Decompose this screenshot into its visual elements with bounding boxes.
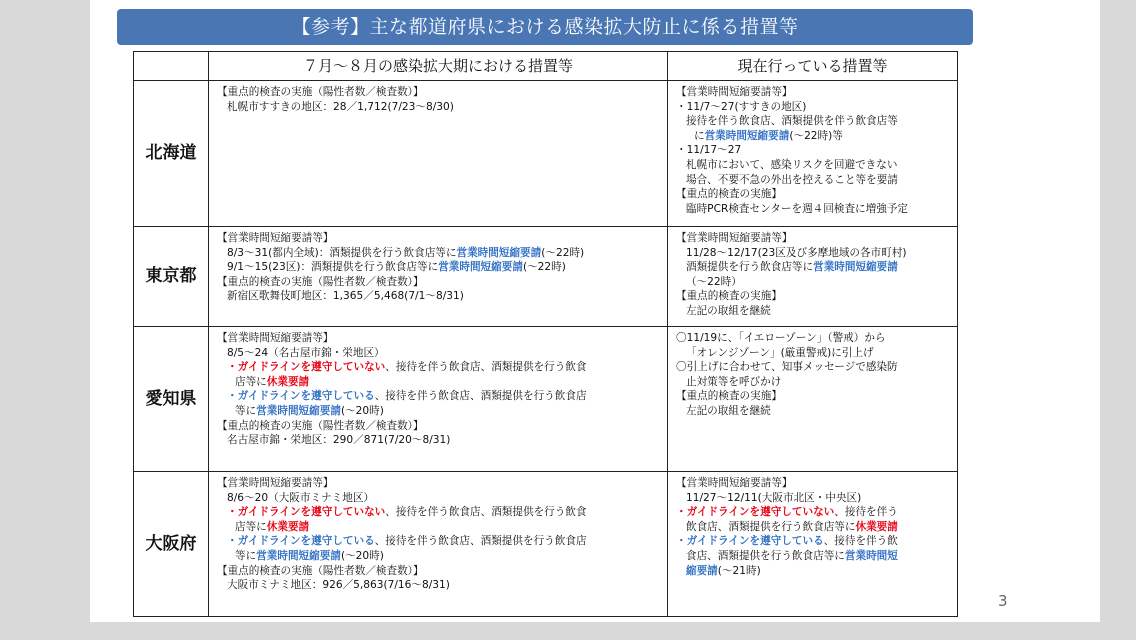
text-line: 臨時PCR検査センターを週４回検査に増強予定 — [686, 202, 909, 215]
text-line — [217, 549, 661, 564]
text-fragment: 、接待を伴う飲食店、酒類提供を行う飲食 — [385, 361, 587, 374]
text-fragment: (～22時)等 — [789, 129, 843, 142]
row-osaka — [134, 472, 958, 617]
highlight-guideline-compliance: ガイドラインを遵守している — [237, 390, 375, 403]
highlight-closure-request: 休業要請 — [266, 520, 310, 533]
text-line — [676, 260, 951, 275]
bullet-mark: ・ — [227, 390, 238, 403]
prefecture-name: 北海道 — [134, 81, 209, 227]
text-fragment: 8/3～31(都内全域)：酒類提供を行う飲食店等に — [227, 246, 457, 259]
past-measures-cell — [209, 81, 668, 227]
text-line: 札幌市において、感染リスクを回避できない — [686, 158, 898, 171]
text-line: 【営業時間短縮要請等】 — [676, 86, 793, 98]
measures-table — [133, 51, 958, 617]
header-current-measures: 現在行っている措置等 — [668, 52, 958, 81]
text-fragment: 食店、酒類提供を行う飲食店等に — [686, 549, 845, 562]
highlight-closure-request: 休業要請 — [266, 375, 310, 388]
text-fragment: 、接待を伴う飲食店、酒類提供を行う飲食店 — [374, 390, 587, 403]
current-measures-cell — [668, 327, 958, 472]
highlight-guideline-violation: ガイドラインを遵守していない — [686, 506, 835, 519]
text-line — [217, 404, 661, 419]
text-fragment: (～21時) — [717, 564, 761, 577]
text-fragment: 9/1～15(23区)：酒類提供を行う飲食店等に — [227, 261, 439, 274]
highlight-shorten-hours: 営業時間短縮要請 — [813, 261, 898, 274]
text-line: 【営業時間短縮要請等】 — [217, 477, 334, 489]
text-line — [217, 505, 661, 520]
text-line: 【重点的検査の実施】 — [676, 188, 782, 201]
header-prefecture — [134, 52, 209, 81]
text-fragment: (～22時) — [541, 246, 585, 259]
highlight-shorten-hours: 営業時間短縮要請 — [704, 129, 790, 142]
text-line: （～22時） — [686, 275, 742, 288]
text-line — [217, 534, 661, 549]
current-measures-cell — [668, 227, 958, 327]
text-line: 名古屋市錦・栄地区：290／871(7/20～8/31) — [227, 434, 451, 447]
text-fragment: 酒類提供を行う飲食店等に — [686, 261, 814, 274]
text-line — [676, 564, 951, 579]
row-tokyo — [134, 227, 958, 327]
highlight-shorten-hours: 営業時間短縮要請 — [256, 404, 341, 417]
page-number: 3 — [998, 592, 1008, 610]
text-fragment: 飲食店、酒類提供を行う飲食店等に — [686, 520, 856, 533]
bullet-mark: ・ — [676, 506, 687, 519]
highlight-shorten-hours: 縮要請 — [686, 564, 718, 577]
text-line: 【重点的検査の実施（陽性者数／検査数）】 — [217, 275, 424, 288]
text-line: 8/5～24（名古屋市錦・栄地区） — [227, 346, 385, 359]
text-line: 【重点的検査の実施】 — [676, 290, 782, 303]
text-line — [217, 520, 661, 535]
text-fragment: 店等に — [235, 375, 267, 388]
text-line: 【重点的検査の実施】 — [676, 390, 782, 403]
text-line: 【営業時間短縮要請等】 — [217, 232, 334, 244]
bullet-mark: ・ — [227, 506, 238, 519]
text-fragment: (～20時) — [340, 404, 384, 417]
highlight-guideline-violation: ガイドラインを遵守していない — [237, 506, 386, 519]
text-line: 「オレンジゾーン」(厳重警戒)に引上げ — [686, 346, 874, 359]
text-line — [676, 129, 951, 144]
highlight-guideline-violation: ガイドラインを遵守していない — [237, 361, 386, 374]
text-line: 左記の取組を継続 — [686, 404, 771, 417]
text-line: 大阪市ミナミ地区：926／5,863(7/16～8/31) — [227, 579, 450, 592]
prefecture-name: 東京都 — [134, 227, 209, 327]
header-past-measures: ７月～８月の感染拡大期における措置等 — [209, 52, 668, 81]
text-fragment: 、接待を伴う飲 — [823, 535, 898, 548]
text-line — [217, 375, 661, 390]
row-aichi — [134, 327, 958, 472]
highlight-guideline-compliance: ガイドラインを遵守している — [237, 535, 375, 548]
text-line: ・11/7～27(すすきの地区) — [676, 100, 807, 113]
text-fragment: 等に — [235, 404, 257, 417]
text-line: 8/6～20（大阪市ミナミ地区） — [227, 491, 375, 504]
text-line: 【重点的検査の実施（陽性者数／検査数）】 — [217, 564, 424, 577]
bullet-mark: ・ — [227, 361, 238, 374]
header-row — [134, 52, 958, 81]
text-line — [676, 505, 951, 520]
text-line: 〇引上げに合わせて、知事メッセージで感染防 — [676, 361, 898, 374]
prefecture-name: 大阪府 — [134, 472, 209, 617]
text-line: 〇11/19に、「イエローゾーン」（警戒）から — [676, 332, 886, 344]
row-hokkaido — [134, 81, 958, 227]
past-measures-cell — [209, 472, 668, 617]
text-fragment: 、接待を伴う飲食店、酒類提供を行う飲食 — [385, 506, 587, 519]
text-line: 左記の取組を継続 — [686, 304, 771, 317]
text-fragment: (～22時) — [522, 261, 566, 274]
text-line — [217, 389, 661, 404]
text-line: 新宿区歌舞伎町地区：1,365／5,468(7/1～8/31) — [227, 290, 464, 303]
text-fragment: 等に — [235, 549, 257, 562]
current-measures-cell — [668, 81, 958, 227]
text-line: 止対策等を呼びかけ — [686, 375, 782, 388]
text-fragment: 、接待を伴う — [834, 506, 898, 519]
text-line — [217, 360, 661, 375]
text-fragment: に — [694, 129, 705, 142]
text-line — [676, 549, 951, 564]
highlight-guideline-compliance: ガイドラインを遵守している — [686, 535, 824, 548]
text-line: 【営業時間短縮要請等】 — [676, 232, 793, 244]
text-line — [217, 246, 661, 261]
text-line — [217, 260, 661, 275]
text-line: 札幌市すすきの地区：28／1,712(7/23～8/30) — [227, 100, 454, 113]
text-line: 11/27～12/11(大阪市北区・中央区) — [686, 491, 862, 504]
text-line: ・11/17～27 — [676, 144, 742, 157]
highlight-shorten-hours: 営業時間短縮要請 — [456, 246, 542, 259]
text-line: 【重点的検査の実施（陽性者数／検査数）】 — [217, 419, 424, 432]
text-fragment: (～20時) — [340, 549, 384, 562]
highlight-shorten-hours: 営業時間短縮要請 — [438, 261, 523, 274]
highlight-shorten-hours: 営業時間短縮要請 — [256, 549, 341, 562]
highlight-closure-request: 休業要請 — [855, 520, 898, 533]
text-fragment: 、接待を伴う飲食店、酒類提供を行う飲食店 — [374, 535, 587, 548]
text-line: 【重点的検査の実施（陽性者数／検査数）】 — [217, 86, 424, 98]
text-line: 【営業時間短縮要請等】 — [217, 332, 334, 344]
highlight-shorten-hours: 営業時間短 — [844, 549, 898, 562]
bullet-mark: ・ — [227, 535, 238, 548]
past-measures-cell — [209, 327, 668, 472]
prefecture-name: 愛知県 — [134, 327, 209, 472]
text-line — [676, 534, 951, 549]
text-line: 【営業時間短縮要請等】 — [676, 477, 793, 489]
bullet-mark: ・ — [676, 535, 687, 548]
text-line: 場合、不要不急の外出を控えること等を要請 — [686, 173, 898, 186]
text-line: 接待を伴う飲食店、酒類提供を伴う飲食店等 — [686, 115, 898, 128]
text-line — [676, 520, 951, 535]
text-fragment: 店等に — [235, 520, 267, 533]
slide-title: 【参考】主な都道府県における感染拡大防止に係る措置等 — [117, 9, 973, 45]
text-line: 11/28～12/17(23区及び多摩地域の各市町村) — [686, 246, 907, 259]
current-measures-cell — [668, 472, 958, 617]
past-measures-cell — [209, 227, 668, 327]
